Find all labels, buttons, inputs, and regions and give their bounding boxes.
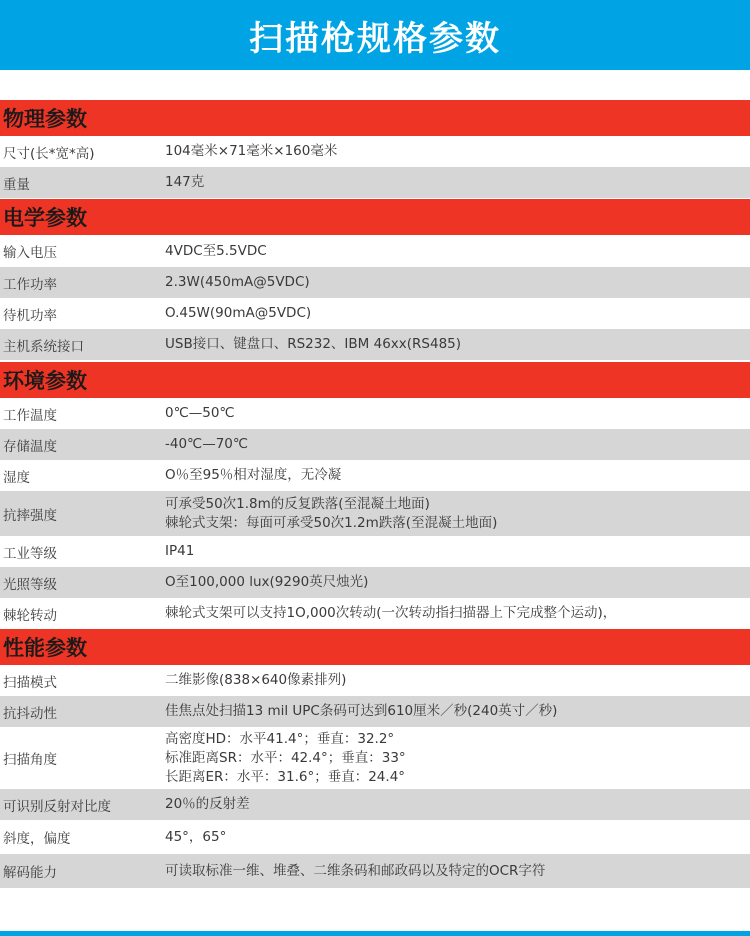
spec-value-line: 45°，65° <box>165 828 227 845</box>
spec-value <box>165 304 750 323</box>
spec-value <box>165 828 750 847</box>
spec-value-line: O.45W(90mA@5VDC) <box>165 305 312 321</box>
spec-value <box>165 142 750 161</box>
spec-value-line: 20％的反射差 <box>165 796 250 812</box>
spec-row <box>0 267 750 298</box>
spec-label: 光照等级 <box>3 576 57 593</box>
spec-value-line: O至100,000 lux(9290英尺烛光) <box>165 574 369 590</box>
spec-value <box>165 435 750 454</box>
spec-row <box>0 136 750 167</box>
spec-value-line: 长距离ER：水平：31.6°；垂直：24.4° <box>165 768 406 785</box>
spec-row <box>0 329 750 360</box>
spec-label: 重量 <box>3 176 30 193</box>
spec-label: 存储温度 <box>3 438 57 455</box>
spec-value <box>165 862 750 881</box>
spec-label: 斜度，偏度 <box>3 831 71 847</box>
spec-value <box>165 273 750 292</box>
spec-value <box>165 335 750 354</box>
spec-row <box>0 167 750 198</box>
spec-row <box>0 696 750 727</box>
spec-value-line: 可读取标准一维、堆叠、二维条码和邮政码以及特定的OCR字符 <box>165 862 546 879</box>
spec-value <box>165 573 750 592</box>
spec-value <box>165 671 750 690</box>
spec-row <box>0 460 750 491</box>
spec-label: 扫描角度 <box>3 752 57 768</box>
spec-label: 待机功率 <box>3 307 57 324</box>
spec-value-line: 147克 <box>165 174 205 190</box>
spec-row <box>0 536 750 567</box>
spec-row <box>0 298 750 329</box>
spec-label: 解码能力 <box>3 865 57 881</box>
spec-value-line: 棘轮式支架可以支持1O,000次转动(一次转动指扫描器上下完成整个运动)， <box>165 605 617 621</box>
spec-label: 输入电压 <box>3 245 57 261</box>
spec-row <box>0 398 750 429</box>
spec-value-line: 高密度HD：水平41.4°；垂直：32.2° <box>165 730 395 747</box>
bottom-accent-line <box>0 931 750 936</box>
spec-value-line: 二维影像(838×640像素排列) <box>165 672 347 688</box>
spec-value-line: 2.3W(450mA@5VDC) <box>165 274 310 290</box>
spec-label: 工作温度 <box>3 407 57 424</box>
spec-value <box>165 702 750 721</box>
spec-label: 可识别反射对比度 <box>3 798 111 815</box>
spec-value-line: 4VDC至5.5VDC <box>165 242 267 259</box>
spec-label: 抗摔强度 <box>3 507 57 524</box>
spec-label: 工业等级 <box>3 545 57 562</box>
spec-value <box>165 795 750 814</box>
section-header: 环境参数 <box>0 362 750 398</box>
spec-value-line: 标准距离SR：水平：42.4°；垂直：33° <box>165 749 406 766</box>
page-title: 扫描枪规格参数 <box>249 18 501 59</box>
spec-value <box>165 542 750 561</box>
spec-value-line: 104毫米×71毫米×160毫米 <box>165 143 338 159</box>
spec-label: 尺寸(长*宽*高) <box>3 145 95 162</box>
spec-label: 主机系统接口 <box>3 338 84 355</box>
section-header: 电学参数 <box>0 199 750 235</box>
spec-row <box>0 820 750 854</box>
spec-value <box>165 604 750 623</box>
spec-value-line: 佳焦点处扫描13 mil UPC条码可达到610厘米／秒(240英寸／秒) <box>165 703 558 719</box>
spec-row <box>0 665 750 696</box>
spec-row <box>0 429 750 460</box>
spec-row <box>0 727 750 789</box>
spec-row <box>0 491 750 536</box>
spec-label: 抗抖动性 <box>3 705 57 722</box>
spec-value-line: IP41 <box>165 543 195 559</box>
spec-value-line: 0℃—50℃ <box>165 405 235 421</box>
spec-label: 工作功率 <box>3 276 57 293</box>
spec-row <box>0 235 750 267</box>
spec-label: 扫描模式 <box>3 674 57 691</box>
spec-value <box>165 173 750 192</box>
spec-value-line: USB接口、键盘口、RS232、IBM 46xx(RS485) <box>165 336 462 352</box>
spec-row <box>0 789 750 820</box>
spec-value-line: 棘轮式支架：每面可承受50次1.2m跌落(至混凝土地面) <box>165 514 498 531</box>
spec-value-line: -40℃—70℃ <box>165 436 249 452</box>
section-header: 性能参数 <box>0 629 750 665</box>
page-header <box>0 0 750 70</box>
spec-row <box>0 854 750 888</box>
spec-value <box>165 495 750 533</box>
spec-value <box>165 242 750 261</box>
spec-label: 湿度 <box>3 469 30 486</box>
spec-value <box>165 730 750 787</box>
spec-label: 棘轮转动 <box>3 607 57 624</box>
spec-value <box>165 404 750 423</box>
spec-row <box>0 598 750 629</box>
section-header: 物理参数 <box>0 100 750 136</box>
spec-value-line: O％至95％相对湿度，无冷凝 <box>165 467 342 483</box>
spec-value-line: 可承受50次1.8m的反复跌落(至混凝土地面) <box>165 495 430 512</box>
spec-row <box>0 567 750 598</box>
spec-value <box>165 466 750 485</box>
